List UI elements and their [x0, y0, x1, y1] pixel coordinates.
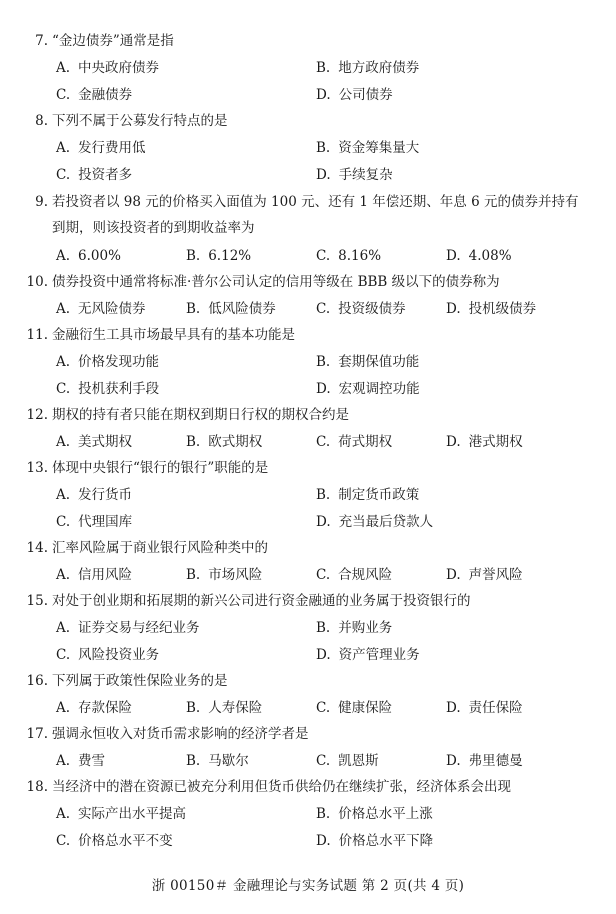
question-text: 体现中央银行“银行的银行”职能的是 [52, 460, 269, 476]
option-c: C. 投资级债券 [316, 301, 406, 317]
option-d: D. 充当最后贷款人 [316, 514, 434, 530]
option-c: C. 合规风险 [316, 567, 393, 583]
option-b: B. 欧式期权 [186, 434, 263, 450]
option-b: B. 并购业务 [316, 620, 393, 636]
question-text: “金边债券”通常是指 [52, 33, 174, 49]
question-number: 15. [26, 593, 48, 609]
option-a: A. 价格发现功能 [56, 354, 160, 370]
option-b: B. 地方政府债券 [316, 60, 420, 76]
option-c: C. 荷式期权 [316, 434, 393, 450]
question-number: 17. [26, 726, 48, 742]
option-a: A. 6.00% [56, 248, 121, 264]
question-text: 债券投资中通常将标准·普尔公司认定的信用等级在 BBB 级以下的债券称为 [52, 274, 500, 290]
option-a: A. 发行货币 [56, 487, 133, 503]
question-number: 10. [26, 274, 48, 290]
question-text: 期权的持有者只能在期权到期日行权的期权合约是 [52, 407, 349, 423]
option-c: C. 凯恩斯 [316, 753, 379, 769]
option-c: C. 8.16% [316, 248, 382, 264]
question-text: 当经济中的潜在资源已被充分利用但货币供给仍在继续扩张，经济体系会出现 [52, 779, 511, 795]
option-a: A. 费雪 [56, 753, 106, 769]
option-d: D. 投机级债券 [446, 301, 537, 317]
question-number: 7. [35, 33, 48, 49]
option-b: B. 马歇尔 [186, 753, 249, 769]
option-b: B. 低风险债券 [186, 301, 276, 317]
option-d: D. 港式期权 [446, 434, 523, 450]
question-number: 12. [26, 407, 48, 423]
option-c: C. 投资者多 [56, 167, 133, 183]
question-text: 若投资者以 98 元的价格买入面值为 100 元、还有 1 年偿还期、年息 6 元的债券并持有到期，则该投资者的到期收益率为 [52, 194, 579, 236]
question-text: 汇率风险属于商业银行风险种类中的 [52, 540, 268, 556]
option-d: D. 4.08% [446, 248, 512, 264]
option-d: D. 价格总水平下降 [316, 833, 434, 849]
option-a: A. 中央政府债券 [56, 60, 160, 76]
option-d: D. 资产管理业务 [316, 647, 420, 663]
option-b: B. 人寿保险 [186, 700, 263, 716]
option-a: A. 美式期权 [56, 434, 133, 450]
option-d: D. 手续复杂 [316, 167, 393, 183]
option-c: C. 价格总水平不变 [56, 833, 173, 849]
question-number: 14. [26, 540, 48, 556]
question-number: 18. [26, 779, 48, 795]
option-c: C. 代理国库 [56, 514, 133, 530]
option-c: C. 金融债券 [56, 87, 133, 103]
page-footer: 浙 00150＃ 金融理论与实务试题 第 2 页(共 4 页) [151, 878, 465, 894]
option-b: B. 市场风险 [186, 567, 263, 583]
option-b: B. 价格总水平上涨 [316, 806, 433, 822]
question-text: 下列不属于公募发行特点的是 [52, 113, 228, 129]
question-number: 9. [35, 194, 48, 210]
option-c: C. 风险投资业务 [56, 647, 160, 663]
question-text: 下列属于政策性保险业务的是 [52, 673, 228, 689]
option-c: C. 投机获利手段 [56, 381, 160, 397]
option-d: D. 责任保险 [446, 700, 523, 716]
option-c: C. 健康保险 [316, 700, 393, 716]
option-b: B. 资金筹集量大 [316, 140, 420, 156]
option-d: D. 宏观调控功能 [316, 381, 420, 397]
option-a: A. 证券交易与经纪业务 [56, 620, 200, 636]
option-d: D. 弗里德曼 [446, 753, 523, 769]
question-number: 16. [26, 673, 48, 689]
question-number: 13. [26, 460, 48, 476]
option-a: A. 发行费用低 [56, 140, 146, 156]
option-a: A. 信用风险 [56, 567, 133, 583]
option-b: B. 制定货币政策 [316, 487, 420, 503]
option-b: B. 套期保值功能 [316, 354, 420, 370]
question-text: 对处于创业期和拓展期的新兴公司进行资金融通的业务属于投资银行的 [52, 593, 471, 609]
option-a: A. 实际产出水平提高 [56, 806, 187, 822]
question-text: 强调永恒收入对货币需求影响的经济学者是 [52, 726, 309, 742]
question-text: 金融衍生工具市场最早具有的基本功能是 [52, 327, 295, 343]
question-number: 11. [26, 327, 48, 343]
option-a: A. 无风险债券 [56, 301, 146, 317]
option-a: A. 存款保险 [56, 700, 133, 716]
option-b: B. 6.12% [186, 248, 252, 264]
option-d: D. 声誉风险 [446, 567, 523, 583]
question-number: 8. [35, 113, 48, 129]
option-d: D. 公司债券 [316, 87, 393, 103]
